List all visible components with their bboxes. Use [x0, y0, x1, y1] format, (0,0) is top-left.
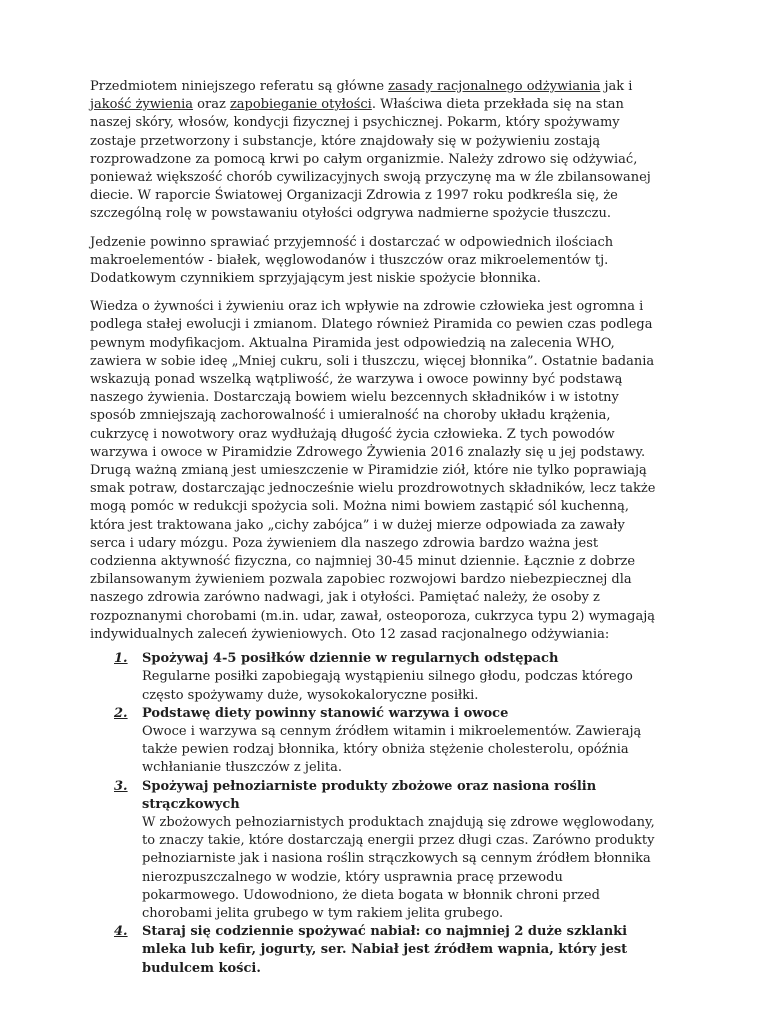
rule-item-1: [90, 650, 660, 705]
intro-text-3: oraz: [193, 97, 230, 113]
rule-body: Owoce i warzywa są cennym źródłem witamin i mikroelementów. Zawierają także pewien rodzaj błonnika, który obniża stężenie cholesterolu, opóźnia wchłanianie tłuszczów z jelita.: [142, 723, 642, 776]
rule-item-4: [90, 923, 660, 978]
rule-number: 3.: [114, 778, 128, 794]
rule-title: Spożywaj pełnoziarniste produkty zbożowe oraz nasiona roślin strączkowych: [142, 778, 597, 812]
intro-text-1: Przedmiotem niniejszego referatu są główne: [90, 79, 389, 94]
intro-underlined-term-1: zasady racjonalnego odżywiania: [388, 79, 601, 94]
document-page: [90, 78, 660, 978]
rule-title: Spożywaj 4-5 posiłków dziennie w regularnych odstępach: [142, 651, 559, 667]
rule-body: W zbożowych pełnoziarnistych produktach znajdują się zdrowe węglowodany, to znaczy takie, które dostarczają energii przez długi czas. Zarówno produkty pełnoziarniste jak i nasiona roślin strączkowych są cennym źródłem błonnika nierozpuszczalnego w wodzie, który usprawnia pracę przewodu pokarmowego. Udowodniono, że dieta bogata w błonnik chroni przed chorobami jelita grubego w tym rakiem jelita grubego.: [142, 814, 655, 921]
paragraph-pyramid: Wiedza o żywności i żywieniu oraz ich wpływie na zdrowie człowieka jest ogromna i podlega stałej ewolucji i zmianom. Dlatego również Piramida co pewien czas podlega pewnym modyfikacjom. Aktualna Piramida jest odpowiedzią na zalecenia WHO, zawiera w sobie ideę „Mniej cukru, soli i tłuszczu, więcej błonnika”. Ostatnie badania wskazują ponad wszelką wątpliwość, że warzywa i owoce powinny być podstawą naszego żywienia. Dostarczają bowiem wielu bezcennych składników i w istotny sposób zmniejszają zachorowalność i umieralność na choroby układu krążenia, cukrzycę i nowotwory oraz wydłużają długość życia człowieka. Z tych powodów warzywa i owoce w Piramidzie Zdrowego Żywienia 2016 znalazły się u jej podstawy. Drugą ważną zmianą jest umieszczenie w Piramidzie ziół, które nie tylko poprawiają smak potraw, dostarczając jednocześnie wielu prozdrowotnych składników, lecz także mogą pomóc w redukcji spożycia soli. Można nimi bowiem zastąpić sól kuchenną, która jest traktowana jako „cichy zabójca” i w dużej mierze odpowiada za zawały serca i udary mózgu. Poza żywieniem dla naszego zdrowia bardzo ważna jest codzienna aktywność fizyczna, co najmniej 30-45 minut dziennie. Łącznie z dobrze zbilansowanym żywieniem pozwala zapobiec rozwojowi bardzo niebezpiecznej dla naszego zdrowia zarówno nadwagi, jak i otyłości. Pamiętać należy, że osoby z rozpoznanymi chorobami (m.in. udar, zawał, osteoporoza, cukrzyca typu 2) wymagają indywidualnych zaleceń żywieniowych. Oto 12 zasad racjonalnego odżywiania:: [90, 299, 656, 642]
rule-title: Staraj się codziennie spożywać nabiał: co najmniej 2 duże szklanki mleka lub kefir, jogurty, ser. Nabiał jest źródłem wapnia, który jest budulcem kości.: [142, 924, 628, 976]
paragraph-nutrients: Jedzenie powinno sprawiać przyjemność i dostarczać w odpowiednich ilościach makroelementów - białek, węglowodanów i tłuszczów oraz mikroelementów tj. Dodatkowym czynnikiem sprzyjającym jest niskie spożycie błonnika.: [90, 234, 614, 287]
rule-number: 2.: [114, 705, 128, 721]
rule-item-2: [90, 705, 660, 778]
rule-item-3: [90, 778, 660, 924]
rule-body: Regularne posiłki zapobiegają wystąpieniu silnego głodu, podczas którego często spożywamy duże, wysokokaloryczne posiłki.: [142, 669, 633, 703]
rule-title: Podstawę diety powinny stanowić warzywa i owoce: [142, 705, 509, 721]
intro-underlined-term-3: zapobieganie otyłości: [229, 97, 372, 113]
rule-number: 1.: [114, 651, 128, 667]
intro-text-4: . Właściwa dieta przekłada się na stan naszej skóry, włosów, kondycji fizycznej i psychicznej. Pokarm, który spożywamy zostaje przetworzony i substancje, które znajdowały się w pożywieniu zostają rozprowadzone za pomocą krwi po całym organizmie. Należy zdrowo się odżywiać, ponieważ większość chorób cywilizacyjnych swoją przyczynę ma w źle zbilansowanej diecie. W raporcie Światowej Organizacji Zdrowia z 1997 roku podkreśla się, że szczególną rolę w powstawaniu otyłości odgrywa nadmierne spożycie tłuszczu.: [90, 97, 651, 222]
intro-underlined-term-2: jakość żywienia: [90, 97, 194, 113]
rule-number: 4.: [114, 924, 128, 940]
paragraph-intro: [90, 78, 660, 224]
intro-text-2: jak i: [600, 79, 633, 94]
